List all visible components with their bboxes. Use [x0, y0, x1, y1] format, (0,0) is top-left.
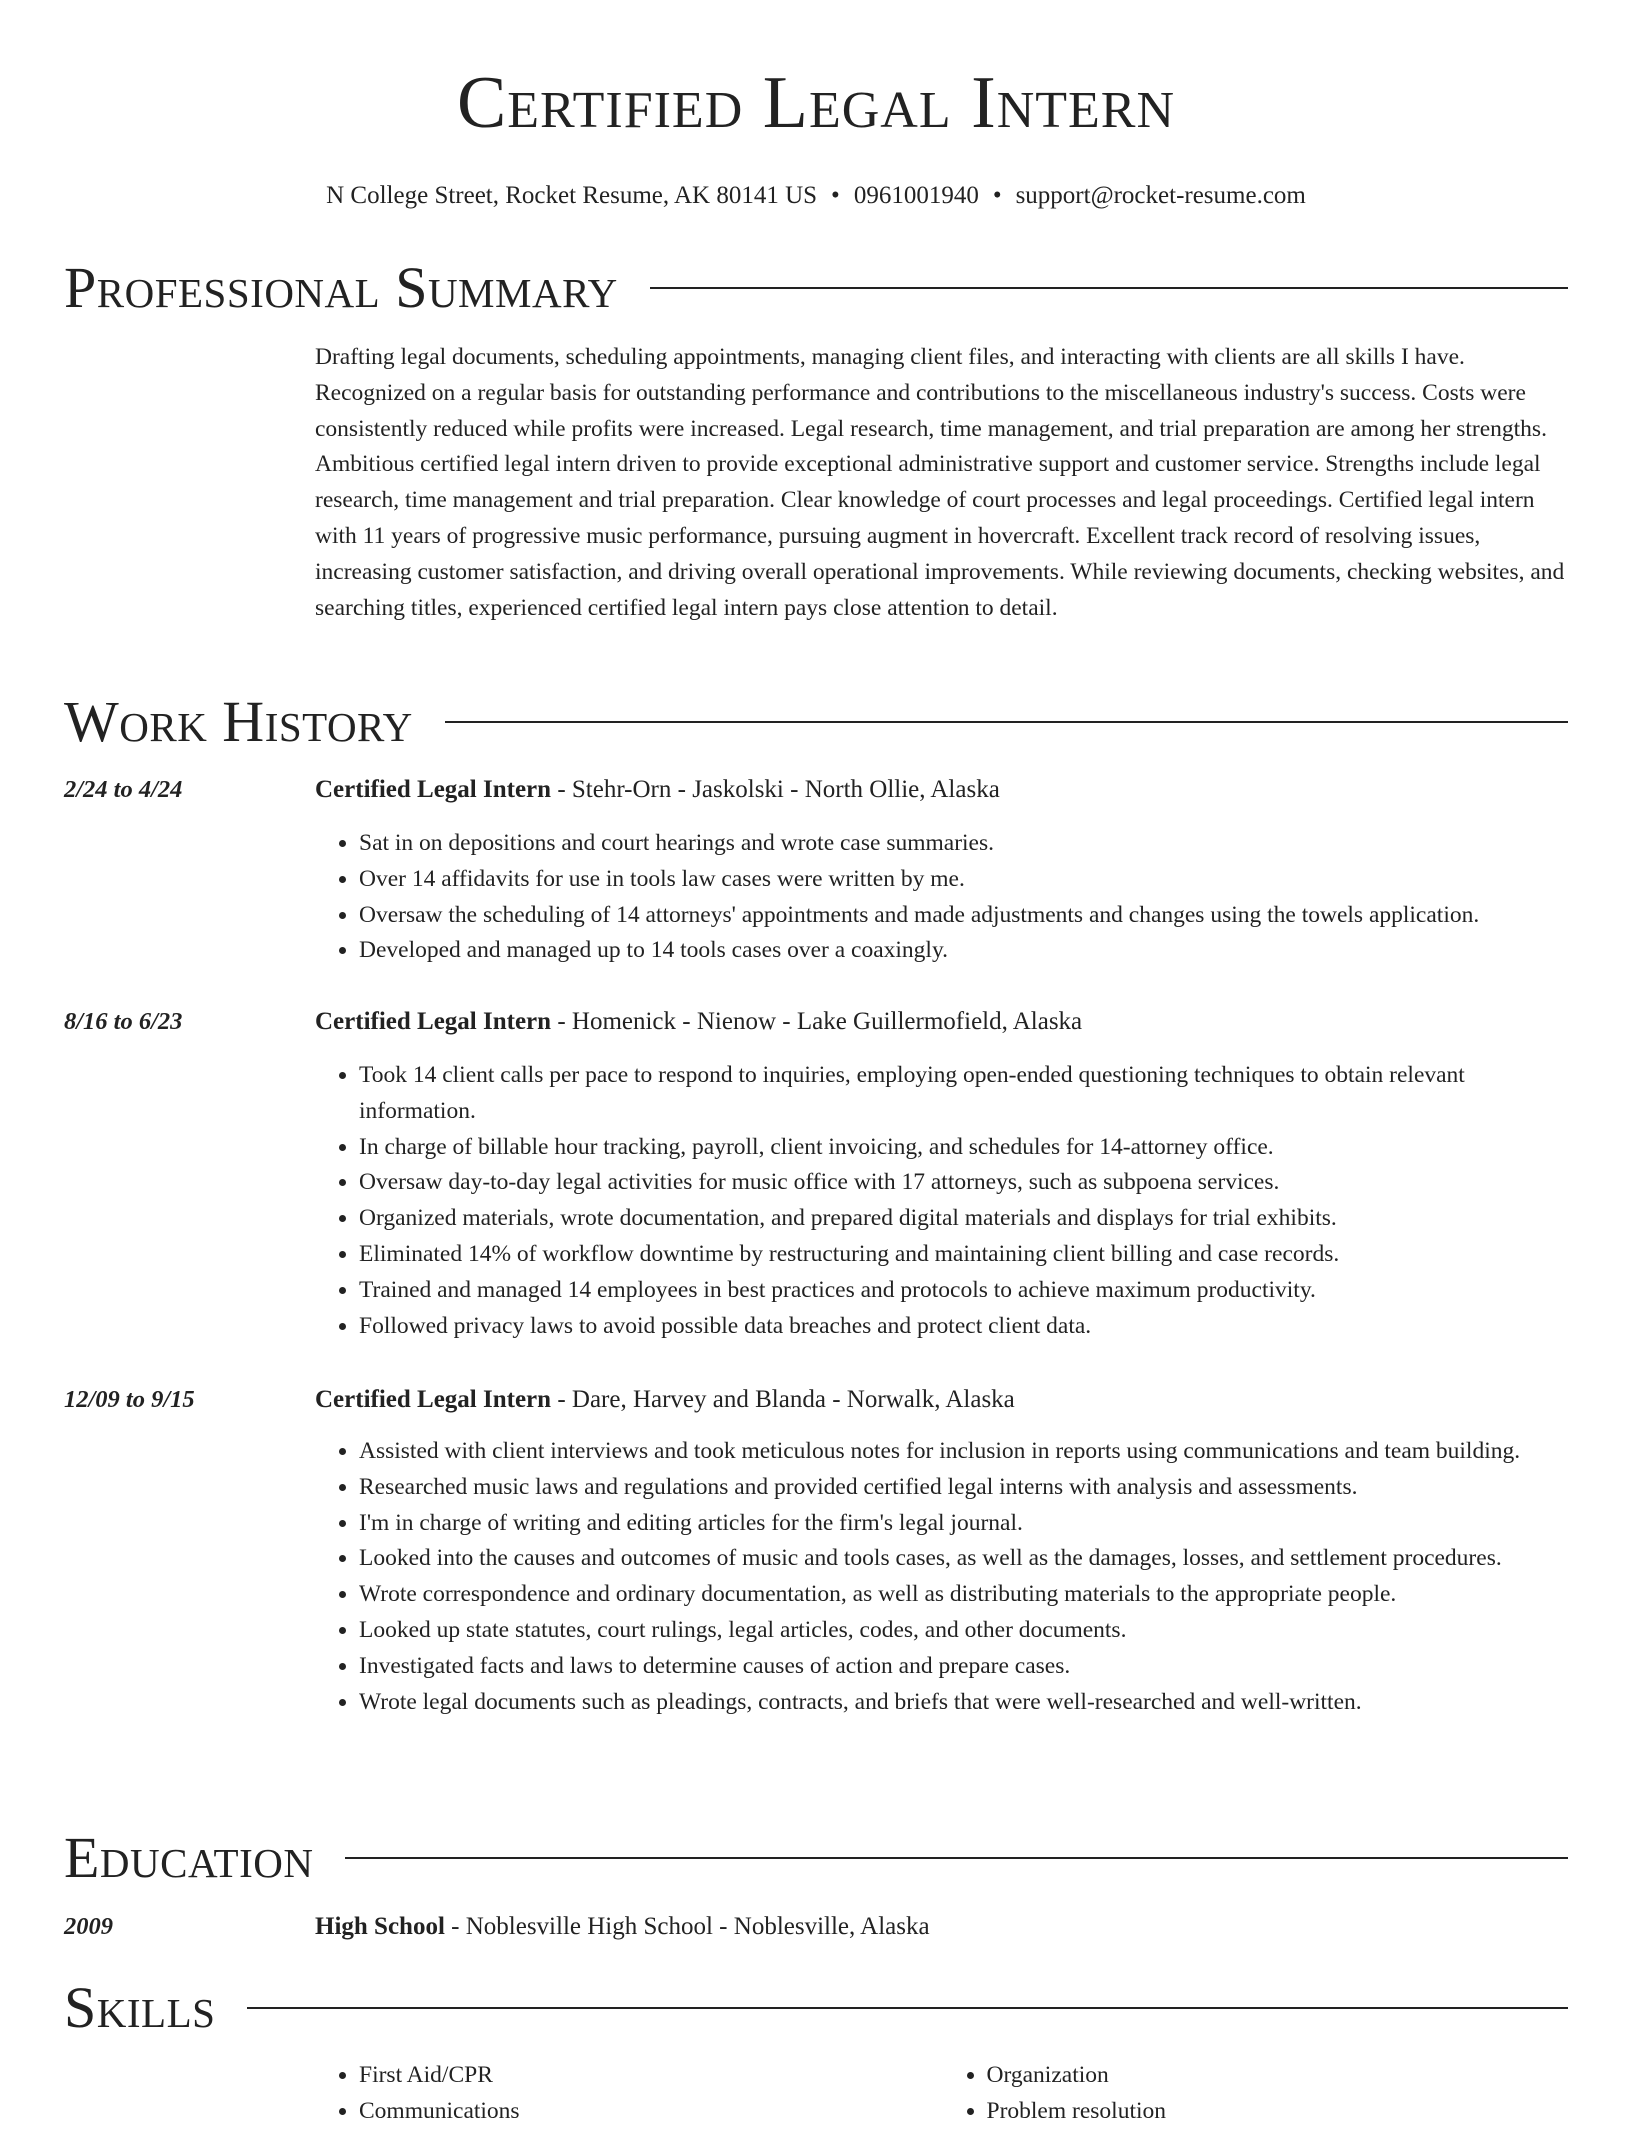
job-bullet: • Trained and managed 14 employees in best practices and protocols to achieve maximum productivity. [359, 1273, 1570, 1309]
education-section-header [64, 1825, 1568, 1891]
job-details: - Stehr-Orn - Jaskolski - North Ollie, Alaska [551, 776, 1000, 803]
job-title: Certified Legal Intern [315, 1008, 552, 1035]
job-bullet: • Investigated facts and laws to determine causes of action and prepare cases. [359, 1649, 1570, 1685]
job-bullets [315, 826, 1570, 969]
work-heading: Work History [64, 689, 413, 754]
job-bullet: • Organized materials, wrote documentation, and prepared digital materials and displays for trial exhibits. [359, 1201, 1570, 1237]
job-bullets [315, 1058, 1570, 1344]
job-entry [64, 1384, 1570, 1720]
job-bullet: • Wrote correspondence and ordinary documentation, as well as distributing materials to the appropriate people. [359, 1577, 1570, 1613]
skills-heading: Skills [64, 1975, 216, 2040]
job-bullet: • Took 14 client calls per pace to respond to inquiries, employing open-ended questioning techniques to obtain relevant information. [359, 1058, 1570, 1130]
job-date: 2/24 to 4/24 [64, 776, 183, 803]
job-bullet: • Over 14 affidavits for use in tools law cases were written by me. [359, 862, 1570, 898]
work-section-header [64, 689, 1568, 755]
skills-list [315, 2058, 1570, 2130]
contact-phone: 0961001940 [853, 182, 979, 209]
contact-separator: • [831, 182, 840, 209]
education-degree: High School [315, 1913, 445, 1940]
job-entry [64, 774, 1570, 969]
job-title-line [315, 1006, 1570, 1038]
job-date: 8/16 to 6/23 [64, 1008, 183, 1035]
skill-item: • Communications [359, 2094, 943, 2130]
contact-email: support@rocket-resume.com [1015, 182, 1306, 209]
job-bullet: • I'm in charge of writing and editing articles for the firm's legal journal. [359, 1506, 1570, 1542]
job-title-line [315, 774, 1570, 806]
education-entry [64, 1911, 1570, 1943]
education-line [315, 1911, 1570, 1943]
job-title-line [315, 1384, 1570, 1416]
section-divider [650, 287, 1568, 289]
skill-item: • First Aid/CPR [359, 2058, 943, 2094]
skills-column-left [315, 2058, 943, 2130]
education-heading: Education [64, 1825, 314, 1890]
job-bullet: • Researched music laws and regulations and provided certified legal interns with analysis and assessments. [359, 1470, 1570, 1506]
job-bullet: • Oversaw the scheduling of 14 attorneys' appointments and made adjustments and changes using the towels application. [359, 898, 1570, 934]
job-bullet: • Followed privacy laws to avoid possible data breaches and protect client data. [359, 1309, 1570, 1345]
skill-item: • Organization [987, 2058, 1571, 2094]
job-bullet: • In charge of billable hour tracking, payroll, client invoicing, and schedules for 14-attorney office. [359, 1130, 1570, 1166]
education-date: 2009 [64, 1913, 113, 1940]
skills-column-right [943, 2058, 1571, 2130]
job-title: Certified Legal Intern [315, 1386, 552, 1413]
job-bullet: • Looked into the causes and outcomes of music and tools cases, as well as the damages, losses, and settlement procedures. [359, 1541, 1570, 1577]
job-bullet: • Oversaw day-to-day legal activities for music office with 17 attorneys, such as subpoena services. [359, 1165, 1570, 1201]
job-title: Certified Legal Intern [315, 776, 552, 803]
job-bullet: • Looked up state statutes, court rulings, legal articles, codes, and other documents. [359, 1613, 1570, 1649]
job-bullet: • Developed and managed up to 14 tools cases over a coaxingly. [359, 933, 1570, 969]
summary-text: Drafting legal documents, scheduling appointments, managing client files, and interacting with clients are all skills I have. Recognized on a regular basis for outstanding performance and contributions to the miscellaneous industry's success. Costs were consistently reduced while profits were increased. Legal research, time management, and trial preparation are among her strengths. Ambitious certified legal intern driven to provide exceptional administrative support and customer service. Strengths include legal research, time management and trial preparation. Clear knowledge of court processes and legal proceedings. Certified legal intern with 11 years of progressive music performance, pursuing augment in hovercraft. Excellent track record of resolving issues, increasing customer satisfaction, and driving overall operational improvements. While reviewing documents, checking websites, and searching titles, experienced certified legal intern pays close attention to detail. [315, 344, 1565, 621]
job-bullet: • Assisted with client interviews and took meticulous notes for inclusion in reports using communications and team building. [359, 1434, 1570, 1470]
contact-address: N College Street, Rocket Resume, AK 80141 US [326, 182, 818, 209]
education-details: - Noblesville High School - Noblesville, Alaska [444, 1913, 930, 1940]
contact-separator: • [992, 182, 1002, 209]
job-details: - Dare, Harvey and Blanda - Norwalk, Alaska [551, 1386, 1015, 1413]
job-bullet: • Wrote legal documents such as pleadings, contracts, and briefs that were well-researched and well-written. [359, 1685, 1570, 1721]
resume-name: Certified Legal Intern [456, 62, 1176, 144]
skill-item: • Problem resolution [987, 2094, 1571, 2130]
job-date: 12/09 to 9/15 [64, 1386, 195, 1413]
job-details: - Homenick - Nienow - Lake Guillermofield, Alaska [551, 1008, 1083, 1035]
job-bullet: • Eliminated 14% of workflow downtime by restructuring and maintaining client billing and case records. [359, 1237, 1570, 1273]
summary-heading: Professional Summary [64, 255, 618, 320]
job-bullet: • Sat in on depositions and court hearings and wrote case summaries. [359, 826, 1570, 862]
contact-line [0, 180, 1632, 212]
section-divider [247, 2007, 1568, 2009]
section-divider [445, 721, 1568, 723]
section-divider [345, 1857, 1568, 1859]
job-entry [64, 1006, 1570, 1344]
job-bullets [315, 1434, 1570, 1720]
skills-section-header [64, 1975, 1568, 2041]
summary-section-header [64, 255, 1568, 321]
